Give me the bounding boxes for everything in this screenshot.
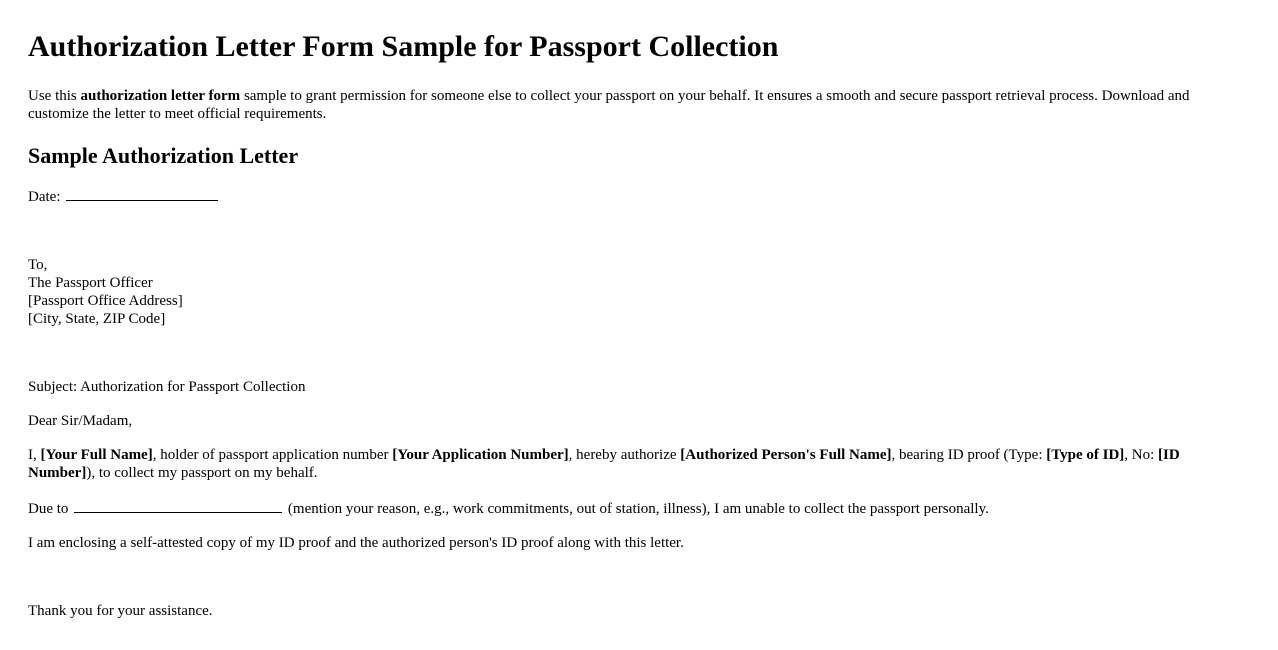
body-text: I, <box>28 447 41 463</box>
placeholder-application-number: [Your Application Number] <box>392 447 569 463</box>
section-heading: Sample Authorization Letter <box>28 143 299 168</box>
letter-subject: Subject: Authorization for Passport Collection <box>28 379 306 395</box>
intro-bold-term: authorization letter form <box>80 88 241 104</box>
recipient-address <box>28 256 1250 328</box>
intro-text-end: sample to grant permission for someone else to collect your passport on your behalf. It ensures a smooth and secure passport retrieval process. Download and customize the letter to meet official requirements. <box>28 88 1190 122</box>
body-text: , bearing ID proof (Type: <box>891 447 1047 463</box>
enclosing-paragraph: I am enclosing a self-attested copy of my ID proof and the authorized person's ID proof along with this letter. <box>28 535 684 551</box>
intro-text-start: Use this <box>28 88 81 104</box>
address-city-state-zip: [City, State, ZIP Code] <box>28 311 166 327</box>
reason-suffix: (mention your reason, e.g., work commitments, out of station, illness), I am unable to collect the passport personally. <box>287 501 989 517</box>
date-label: Date: <box>28 189 61 205</box>
address-officer: The Passport Officer <box>28 275 153 291</box>
page-title: Authorization Letter Form Sample for Passport Collection <box>28 30 779 63</box>
body-text: , hereby authorize <box>568 447 681 463</box>
placeholder-id-type: [Type of ID] <box>1046 447 1125 463</box>
letter-body-paragraph <box>28 446 1250 482</box>
letter-greeting: Dear Sir/Madam, <box>28 413 133 429</box>
placeholder-id-number: [ID Number] <box>28 447 1180 481</box>
closing-line: Thank you for your assistance. <box>28 603 213 619</box>
body-text: ), to collect my passport on my behalf. <box>86 465 318 481</box>
body-text: , No: <box>1124 447 1159 463</box>
date-blank-line <box>66 186 218 201</box>
reason-paragraph <box>28 498 1250 518</box>
body-text: , holder of passport application number <box>152 447 393 463</box>
date-line <box>28 186 1250 206</box>
address-to: To, <box>28 257 48 273</box>
placeholder-authorized-person: [Authorized Person's Full Name] <box>680 447 892 463</box>
reason-prefix: Due to <box>28 501 69 517</box>
placeholder-full-name: [Your Full Name] <box>40 447 153 463</box>
reason-blank-line <box>74 498 282 513</box>
address-office: [Passport Office Address] <box>28 293 183 309</box>
intro-paragraph <box>28 87 1250 123</box>
